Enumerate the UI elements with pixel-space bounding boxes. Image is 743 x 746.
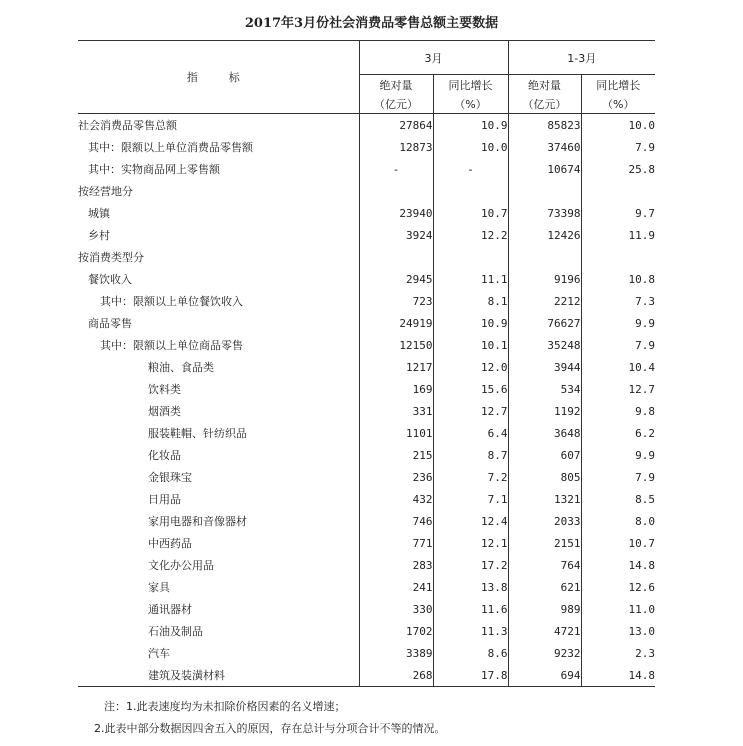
march-growth-cell [433, 246, 508, 268]
march-growth-cell: - [433, 158, 508, 180]
q1-growth-cell [581, 180, 655, 202]
row-label: 城镇 [88, 207, 110, 220]
q1-growth-cell: 10.7 [581, 532, 655, 554]
q1-growth-cell: 7.9 [581, 334, 655, 356]
q1-growth-cell: 12.6 [581, 576, 655, 598]
march-abs-header: 绝对量 [359, 75, 433, 95]
march-growth-cell: 13.8 [433, 576, 508, 598]
q1-growth-cell: 14.8 [581, 554, 655, 576]
march-abs-unit: （亿元） [359, 94, 433, 114]
q1-abs-cell [508, 246, 581, 268]
march-abs-cell: 1101 [359, 422, 433, 444]
march-abs-cell: 215 [359, 444, 433, 466]
q1-abs-cell: 694 [508, 664, 581, 687]
footnote-2: 2.此表中部分数据因四舍五入的原因，存在总计与分项合计不等的情况。 [94, 722, 446, 735]
march-growth-cell [433, 180, 508, 202]
march-abs-cell: 330 [359, 598, 433, 620]
indicator-header: 指 标 [186, 71, 250, 84]
table-row [78, 488, 655, 510]
q1-growth-cell: 9.8 [581, 400, 655, 422]
q1-abs-cell: 35248 [508, 334, 581, 356]
q1-abs-cell: 73398 [508, 202, 581, 224]
march-abs-cell: 283 [359, 554, 433, 576]
table-row [78, 136, 655, 158]
row-label: 其中：限额以上单位餐饮收入 [100, 295, 243, 308]
q1-growth-header: 同比增长 [581, 75, 655, 95]
row-label: 其中：限额以上单位商品零售 [100, 339, 243, 352]
table-row [78, 598, 655, 620]
row-label: 建筑及装潢材料 [148, 669, 225, 682]
march-growth-cell: 12.7 [433, 400, 508, 422]
march-abs-cell: 2945 [359, 268, 433, 290]
march-growth-cell: 11.1 [433, 268, 508, 290]
q1-abs-cell: 9196 [508, 268, 581, 290]
table-row [78, 664, 655, 687]
march-abs-cell [359, 246, 433, 268]
table-row [78, 444, 655, 466]
march-abs-cell: 432 [359, 488, 433, 510]
row-label: 其中：限额以上单位消费品零售额 [88, 141, 253, 154]
q1-growth-cell: 14.8 [581, 664, 655, 687]
q1-abs-cell: 3944 [508, 356, 581, 378]
march-growth-cell: 12.4 [433, 510, 508, 532]
march-abs-cell: 1217 [359, 356, 433, 378]
table-row [78, 268, 655, 290]
q1-abs-cell: 10674 [508, 158, 581, 180]
row-label: 其中：实物商品网上零售额 [88, 163, 220, 176]
q1-growth-cell: 11.0 [581, 598, 655, 620]
q1-growth-cell: 12.7 [581, 378, 655, 400]
q1-abs-cell: 534 [508, 378, 581, 400]
march-growth-cell: 15.6 [433, 378, 508, 400]
period-header-march: 3月 [359, 41, 508, 75]
march-abs-cell: 268 [359, 664, 433, 687]
q1-growth-cell: 9.9 [581, 312, 655, 334]
march-growth-cell: 12.0 [433, 356, 508, 378]
retail-sales-table [78, 40, 655, 687]
march-abs-cell: 12150 [359, 334, 433, 356]
q1-abs-cell: 2151 [508, 532, 581, 554]
q1-growth-cell: 11.9 [581, 224, 655, 246]
march-abs-cell [359, 180, 433, 202]
q1-growth-cell: 7.9 [581, 466, 655, 488]
q1-abs-cell: 805 [508, 466, 581, 488]
march-growth-cell: 7.2 [433, 466, 508, 488]
q1-growth-cell: 9.7 [581, 202, 655, 224]
march-abs-cell: 771 [359, 532, 433, 554]
q1-growth-cell: 25.8 [581, 158, 655, 180]
q1-abs-cell: 989 [508, 598, 581, 620]
row-label: 按经营地分 [78, 185, 133, 198]
march-abs-cell: 169 [359, 378, 433, 400]
q1-growth-cell: 13.0 [581, 620, 655, 642]
row-label: 汽车 [148, 647, 170, 660]
march-growth-header: 同比增长 [433, 75, 508, 95]
row-label: 金银珠宝 [148, 471, 192, 484]
march-growth-unit: （%） [433, 94, 508, 114]
march-abs-cell: 1702 [359, 620, 433, 642]
row-label: 中西药品 [148, 537, 192, 550]
row-label: 乡村 [88, 229, 110, 242]
q1-growth-cell: 8.0 [581, 510, 655, 532]
table-row [78, 620, 655, 642]
march-growth-cell: 11.6 [433, 598, 508, 620]
q1-abs-header: 绝对量 [508, 75, 581, 95]
q1-growth-cell: 10.4 [581, 356, 655, 378]
q1-growth-unit: （%） [581, 94, 655, 114]
q1-abs-cell: 2212 [508, 290, 581, 312]
march-abs-cell: 23940 [359, 202, 433, 224]
row-label: 社会消费品零售总额 [78, 119, 177, 132]
q1-abs-cell: 85823 [508, 114, 581, 137]
footnotes [94, 696, 446, 740]
q1-abs-cell: 37460 [508, 136, 581, 158]
table-row [78, 466, 655, 488]
table-row [78, 510, 655, 532]
q1-abs-cell: 607 [508, 444, 581, 466]
march-growth-cell: 8.7 [433, 444, 508, 466]
march-abs-cell: 723 [359, 290, 433, 312]
row-label: 家用电器和音像器材 [148, 515, 247, 528]
table-row [78, 224, 655, 246]
march-abs-cell: 236 [359, 466, 433, 488]
q1-growth-cell: 6.2 [581, 422, 655, 444]
q1-abs-cell: 764 [508, 554, 581, 576]
march-growth-cell: 10.7 [433, 202, 508, 224]
table-row [78, 202, 655, 224]
march-growth-cell: 12.2 [433, 224, 508, 246]
q1-abs-cell [508, 180, 581, 202]
row-label: 饮料类 [148, 383, 181, 396]
table-row [78, 400, 655, 422]
period-header-q1: 1-3月 [508, 41, 655, 75]
march-growth-cell: 11.3 [433, 620, 508, 642]
march-growth-cell: 17.2 [433, 554, 508, 576]
march-growth-cell: 7.1 [433, 488, 508, 510]
q1-growth-cell: 10.0 [581, 114, 655, 137]
march-abs-cell: 746 [359, 510, 433, 532]
q1-growth-cell: 9.9 [581, 444, 655, 466]
q1-growth-cell [581, 246, 655, 268]
table-row [78, 290, 655, 312]
row-label: 按消费类型分 [78, 251, 144, 264]
table-row [78, 246, 655, 268]
march-abs-cell: 24919 [359, 312, 433, 334]
row-label: 服装鞋帽、针纺织品 [148, 427, 247, 440]
q1-growth-cell: 7.3 [581, 290, 655, 312]
march-growth-cell: 10.9 [433, 114, 508, 137]
row-label: 日用品 [148, 493, 181, 506]
march-abs-cell: 27864 [359, 114, 433, 137]
q1-growth-cell: 8.5 [581, 488, 655, 510]
row-label: 通讯器材 [148, 603, 192, 616]
row-label: 文化办公用品 [148, 559, 214, 572]
table-row [78, 312, 655, 334]
q1-growth-cell: 2.3 [581, 642, 655, 664]
march-growth-cell: 8.6 [433, 642, 508, 664]
q1-abs-cell: 3648 [508, 422, 581, 444]
march-abs-cell: - [359, 158, 433, 180]
table-row [78, 378, 655, 400]
march-growth-cell: 12.1 [433, 532, 508, 554]
q1-abs-cell: 12426 [508, 224, 581, 246]
table-row [78, 554, 655, 576]
march-growth-cell: 10.9 [433, 312, 508, 334]
q1-abs-cell: 76627 [508, 312, 581, 334]
table-body [78, 114, 655, 687]
table-row [78, 532, 655, 554]
march-abs-cell: 331 [359, 400, 433, 422]
q1-abs-cell: 9232 [508, 642, 581, 664]
march-abs-cell: 3389 [359, 642, 433, 664]
page-title: 2017年3月份社会消费品零售总额主要数据 [244, 16, 499, 31]
table-row [78, 576, 655, 598]
table-row [78, 114, 655, 137]
march-abs-cell: 3924 [359, 224, 433, 246]
row-label: 化妆品 [148, 449, 181, 462]
table-row [78, 642, 655, 664]
q1-abs-cell: 2033 [508, 510, 581, 532]
q1-abs-cell: 621 [508, 576, 581, 598]
march-growth-cell: 8.1 [433, 290, 508, 312]
table-row [78, 158, 655, 180]
table-row [78, 334, 655, 356]
march-growth-cell: 6.4 [433, 422, 508, 444]
q1-growth-cell: 7.9 [581, 136, 655, 158]
march-abs-cell: 12873 [359, 136, 433, 158]
row-label: 商品零售 [88, 317, 132, 330]
table-row [78, 180, 655, 202]
row-label: 石油及制品 [148, 625, 203, 638]
row-label: 烟酒类 [148, 405, 181, 418]
row-label: 餐饮收入 [88, 273, 132, 286]
row-label: 家具 [148, 581, 170, 594]
march-growth-cell: 17.8 [433, 664, 508, 687]
footnote-1: 注：1.此表速度均为未扣除价格因素的名义增速； [104, 700, 346, 713]
table-row [78, 356, 655, 378]
march-growth-cell: 10.0 [433, 136, 508, 158]
q1-growth-cell: 10.8 [581, 268, 655, 290]
row-label: 粮油、食品类 [148, 361, 214, 374]
march-growth-cell: 10.1 [433, 334, 508, 356]
q1-abs-unit: （亿元） [508, 94, 581, 114]
q1-abs-cell: 4721 [508, 620, 581, 642]
table-row [78, 422, 655, 444]
march-abs-cell: 241 [359, 576, 433, 598]
q1-abs-cell: 1192 [508, 400, 581, 422]
q1-abs-cell: 1321 [508, 488, 581, 510]
